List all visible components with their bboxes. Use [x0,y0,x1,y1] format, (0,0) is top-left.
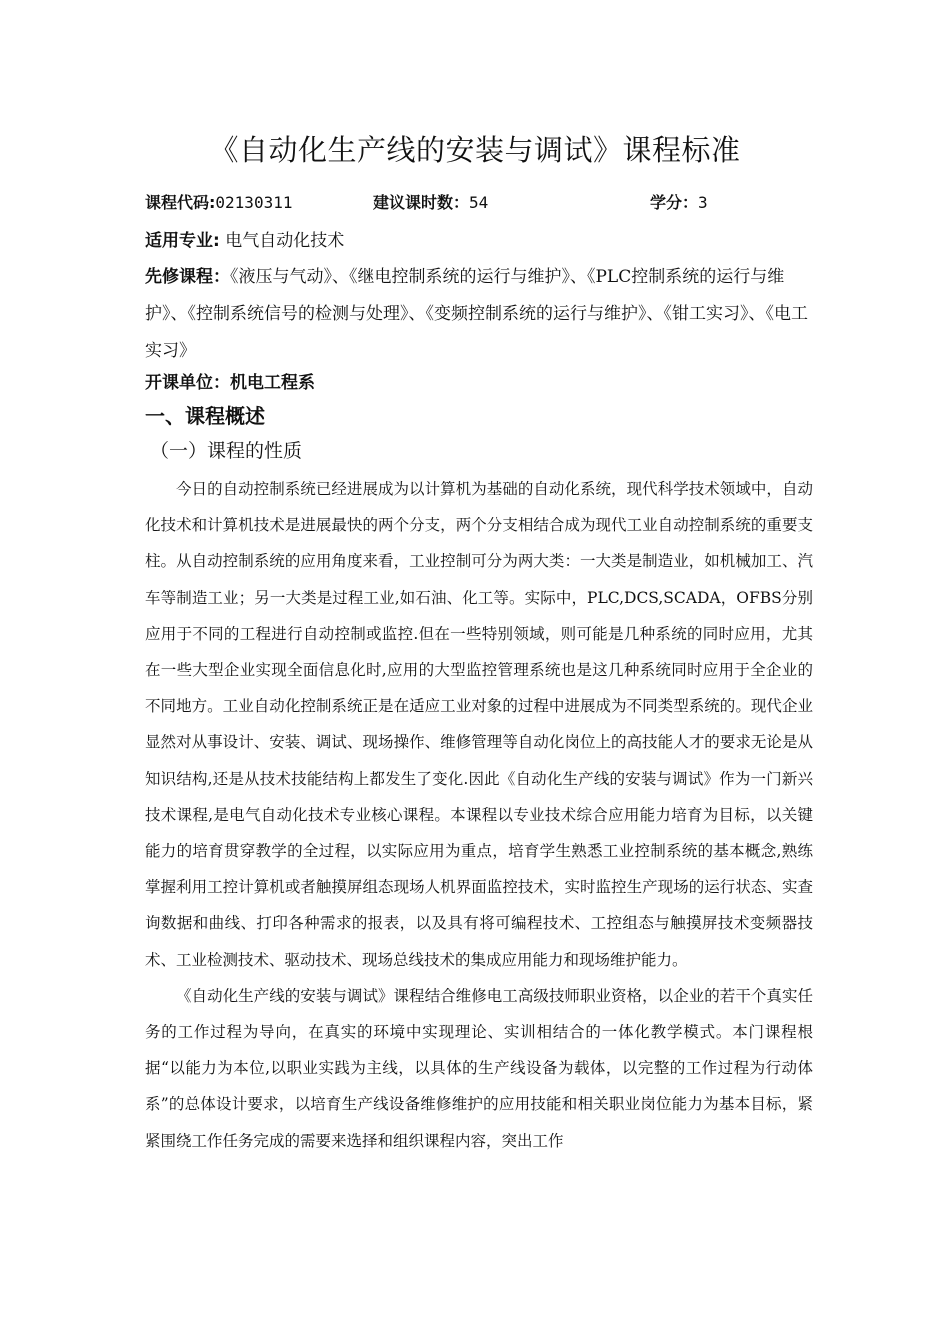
course-credit-label: 学分： [650,193,699,212]
course-hours-label: 建议课时数： [373,193,470,212]
course-hours [373,190,488,213]
applicable-major [145,226,344,251]
prerequisite-courses [145,259,815,370]
prerequisite-label: 先修课程： [145,267,230,287]
body-text [145,471,813,1159]
course-code-value: 02130311 [215,193,293,212]
offering-department [145,368,315,393]
major-label: 适用专业: [145,231,220,251]
document-title: 《自动化生产线的安装与调试》课程标准 [209,133,741,167]
department-value: 机电工程系 [230,373,315,393]
subsection-heading-nature: （一）课程的性质 [150,440,303,462]
course-credit [650,190,708,213]
course-credit-value: 3 [698,193,708,212]
paragraph: 《自动化生产线的安装与调试》课程结合维修电工高级技师职业资格，以企业的若干个真实任务的工作过程为导向，在真实的环境中实现理论、实训相结合的一体化教学模式。本门课程根据“以能力为本位,以职业实践为主线，以具体的生产线设备为载体，以完整的工作过程为行动体系”的总体设计要求，以培育生产线设备维修维护的应用技能和相关职业岗位能力为基本目标，紧紧围绕工作任务完成的需要来选择和组织课程内容，突出工作 [145,986,813,1150]
course-code-label: 课程代码: [145,193,216,212]
paragraph: 今日的自动控制系统已经进展成为以计算机为基础的自动化系统，现代科学技术领域中，自动化技术和计算机技术是进展最快的两个分支，两个分支相结合成为现代工业自动控制系统的重要支柱。从自动控制系统的应用角度来看，工业控制可分为两大类：一大类是制造业，如机械加工、汽车等制造工业；另一大类是过程工业,如石油、化工等。实际中，PLC,DCS,SCADA，OFBS分别应用于不同的工程进行自动控制或监控.但在一些特别领域，则可能是几种系统的同时应用，尤其在一些大型企业实现全面信息化时,应用的大型监控管理系统也是这几种系统同时应用于全企业的不同地方。工业自动化控制系统正是在适应工业对象的过程中进展成为不同类型系统的。现代企业显然对从事设计、安装、调试、现场操作、维修管理等自动化岗位上的高技能人才的要求无论是从知识结构,还是从技术技能结构上都发生了变化.因此《自动化生产线的安装与调试》作为一门新兴技术课程,是电气自动化技术专业核心课程。本课程以专业技术综合应用能力培育为目标，以关键能力的培育贯穿教学的全过程，以实际应用为重点，培育学生熟悉工业控制系统的基本概念,熟练掌握利用工控计算机或者触摸屏组态现场人机界面监控技术，实时监控生产现场的运行状态、实查询数据和曲线、打印各种需求的报表，以及具有将可编程技术、工控组态与触摸屏技术变频器技术、工业检测技术、驱动技术、现场总线技术的集成应用能力和现场维护能力。 [145,480,813,969]
major-value: 电气自动化技术 [219,231,345,251]
prerequisite-value: 《液压与气动》、《继电控制系统的运行与维护》、《PLC控制系统的运行与维护》、《控制系统信号的检测与处理》、《变频控制系统的运行与维护》、《钳工实习》、《电工实习》 [145,267,808,361]
section-heading-overview: 一、课程概述 [145,404,265,428]
course-hours-value: 54 [469,193,489,212]
course-code [145,190,292,213]
department-label: 开课单位： [145,373,230,393]
course-meta-row [145,190,825,214]
